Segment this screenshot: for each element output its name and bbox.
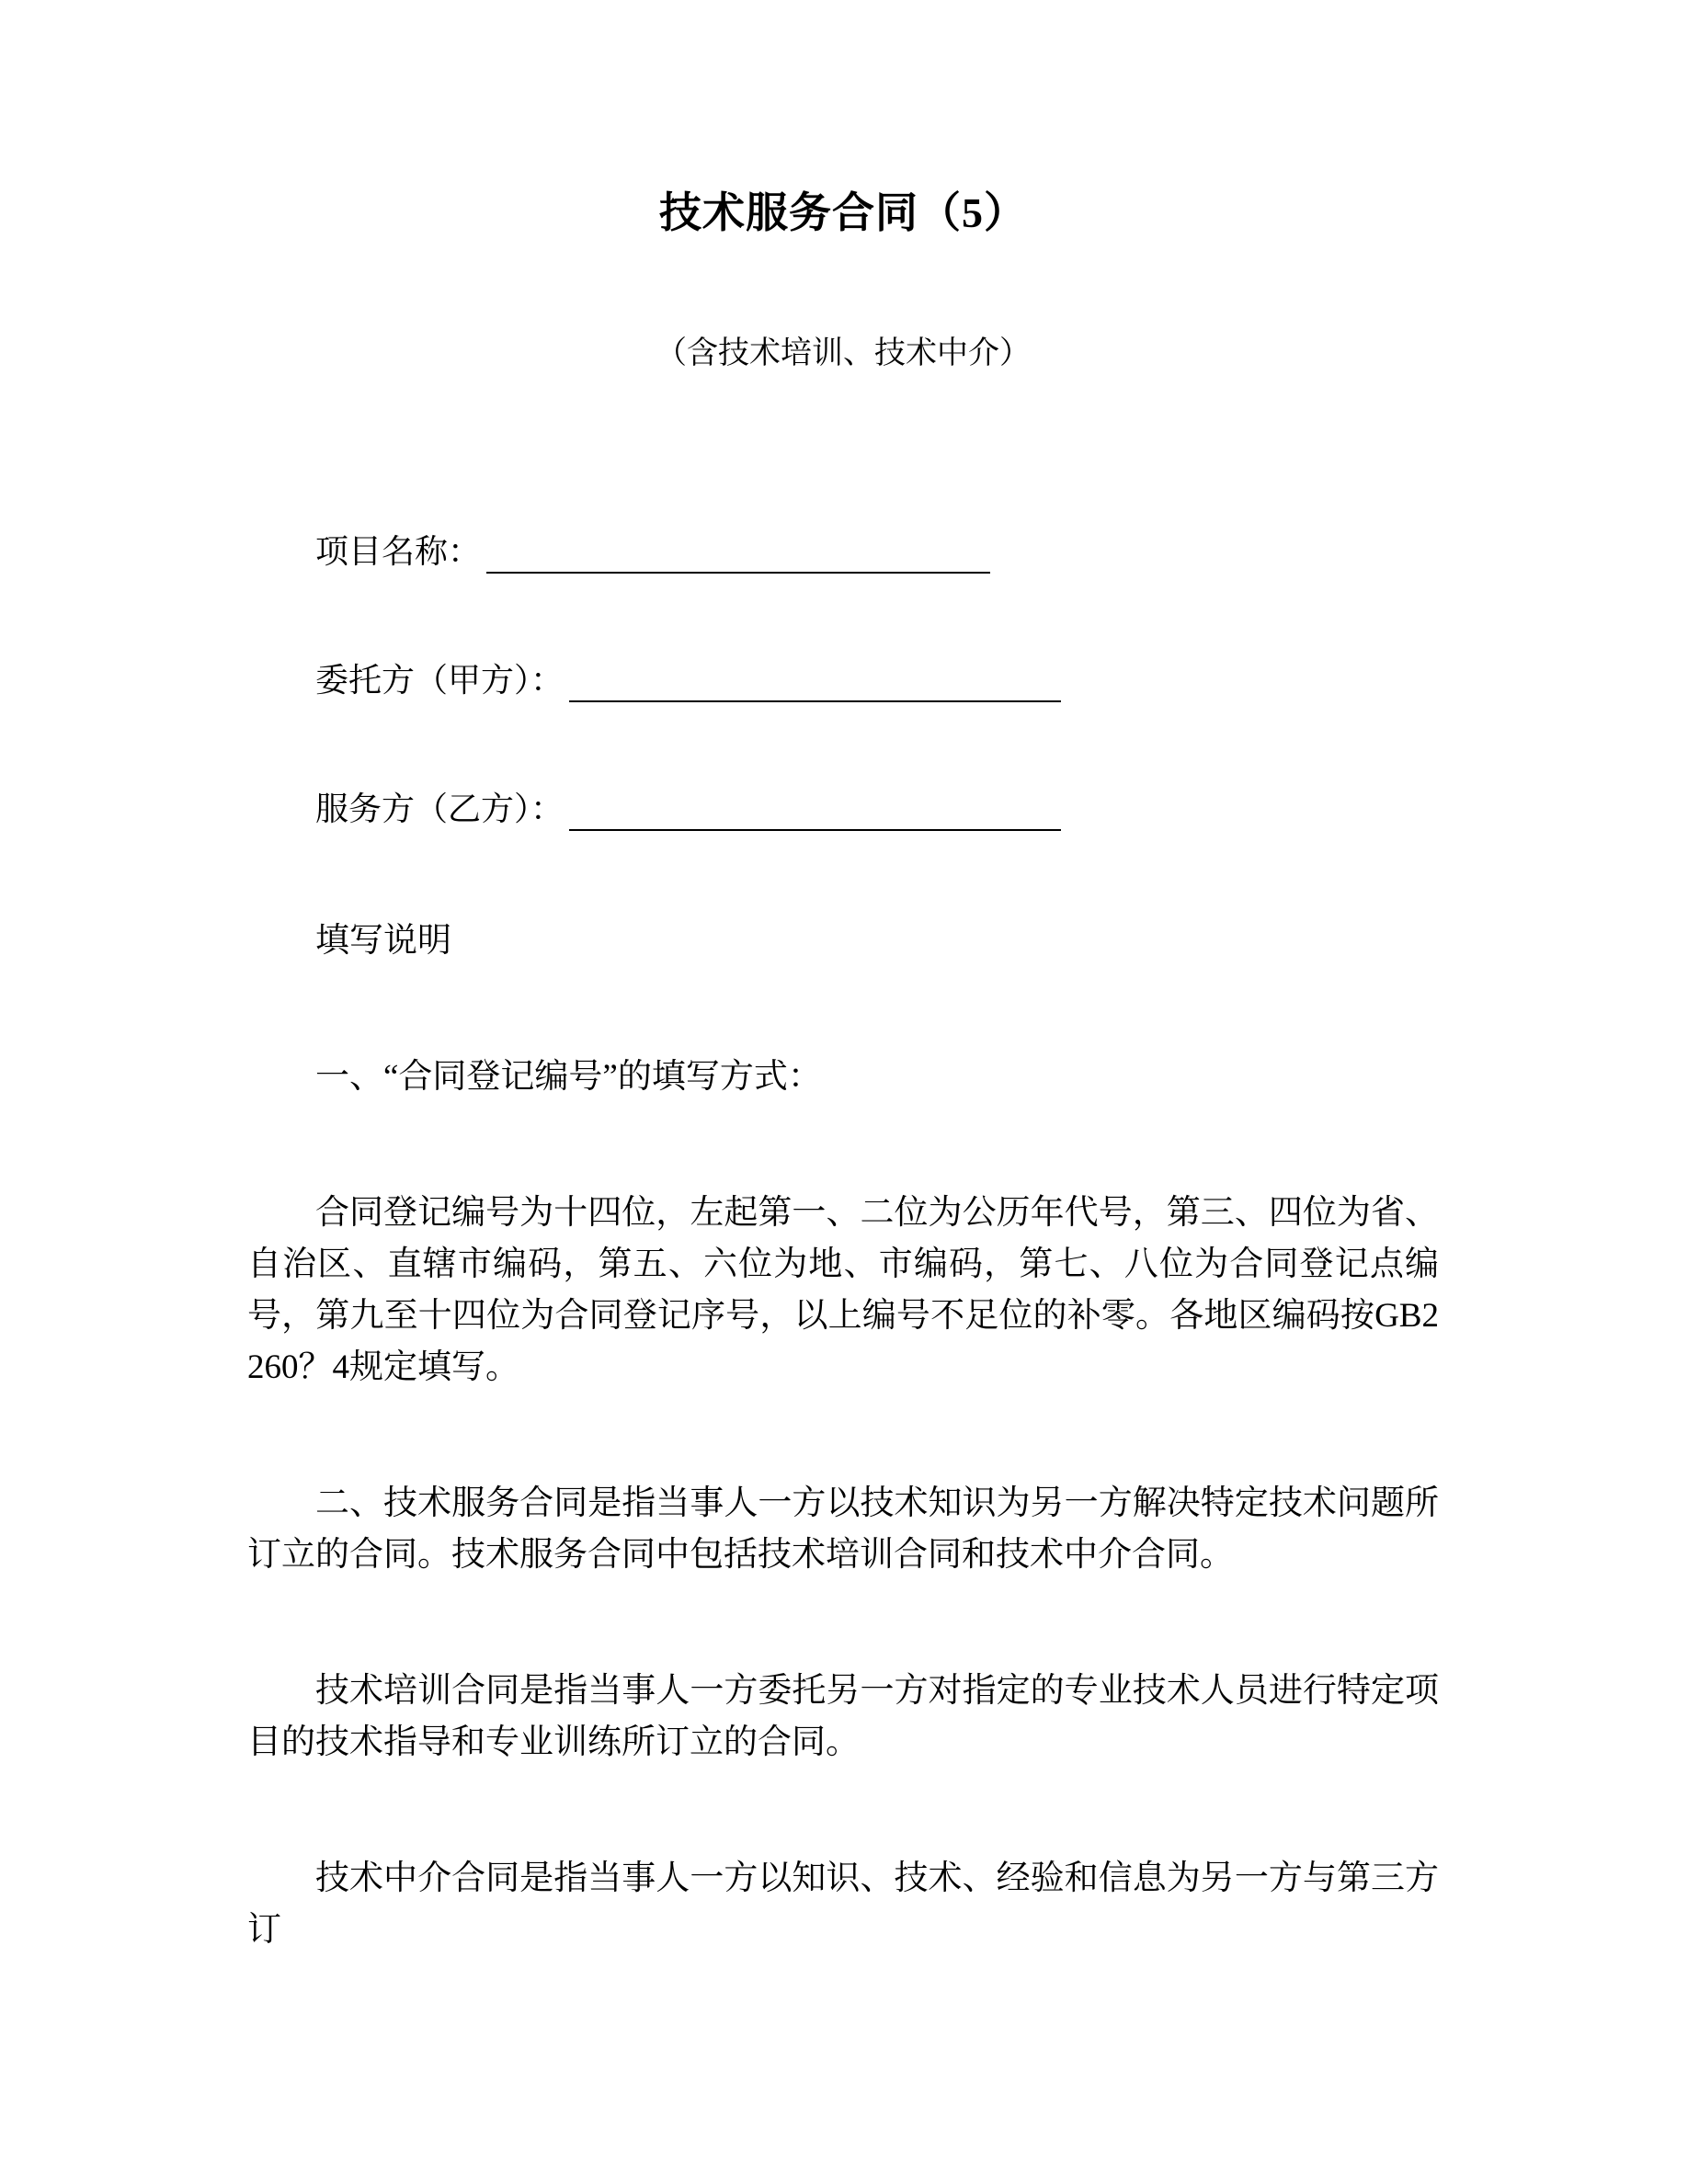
paragraph-registration-number-detail: 合同登记编号为十四位，左起第一、二位为公历年代号，第三、四位为省、自治区、直辖市编码，第五、六位为地、市编码，第七、八位为合同登记点编号，第九至十四位为合同登记序号，以上编号不足位的补零。各地区编码按GB2260？4规定填写。 bbox=[247, 1194, 1439, 1386]
document-title: 技术服务合同（5） bbox=[659, 189, 1027, 236]
field-party-a-blank-line bbox=[569, 662, 1061, 702]
field-party-b-label: 服务方（乙方）： bbox=[315, 791, 565, 827]
field-party-b bbox=[247, 787, 1439, 831]
header-fields bbox=[247, 529, 1439, 831]
instructions-heading: 填写说明 bbox=[315, 922, 451, 960]
field-party-a-label: 委托方（甲方）： bbox=[315, 662, 565, 699]
document-subtitle: （含技术培训、技术中介） bbox=[656, 336, 1031, 370]
field-party-b-blank-line bbox=[569, 791, 1061, 831]
paragraph-training-contract-definition: 技术培训合同是指当事人一方委托另一方对指定的专业技术人员进行特定项目的技术指导和专业训练所订立的合同。 bbox=[247, 1672, 1439, 1761]
paragraph-intermediary-contract-definition: 技术中介合同是指当事人一方以知识、技术、经验和信息为另一方与第三方订 bbox=[247, 1860, 1439, 1949]
field-project-name bbox=[247, 529, 1439, 574]
field-party-a bbox=[247, 658, 1439, 702]
paragraph-registration-number-heading: 一、“合同登记编号”的填写方式： bbox=[315, 1058, 822, 1096]
field-project-name-blank-line bbox=[486, 533, 990, 574]
field-project-name-label: 项目名称： bbox=[315, 533, 482, 570]
paragraph-service-contract-definition: 二、技术服务合同是指当事人一方以技术知识为另一方解决特定技术问题所订立的合同。技术服务合同中包括技术培训合同和技术中介合同。 bbox=[247, 1484, 1439, 1574]
